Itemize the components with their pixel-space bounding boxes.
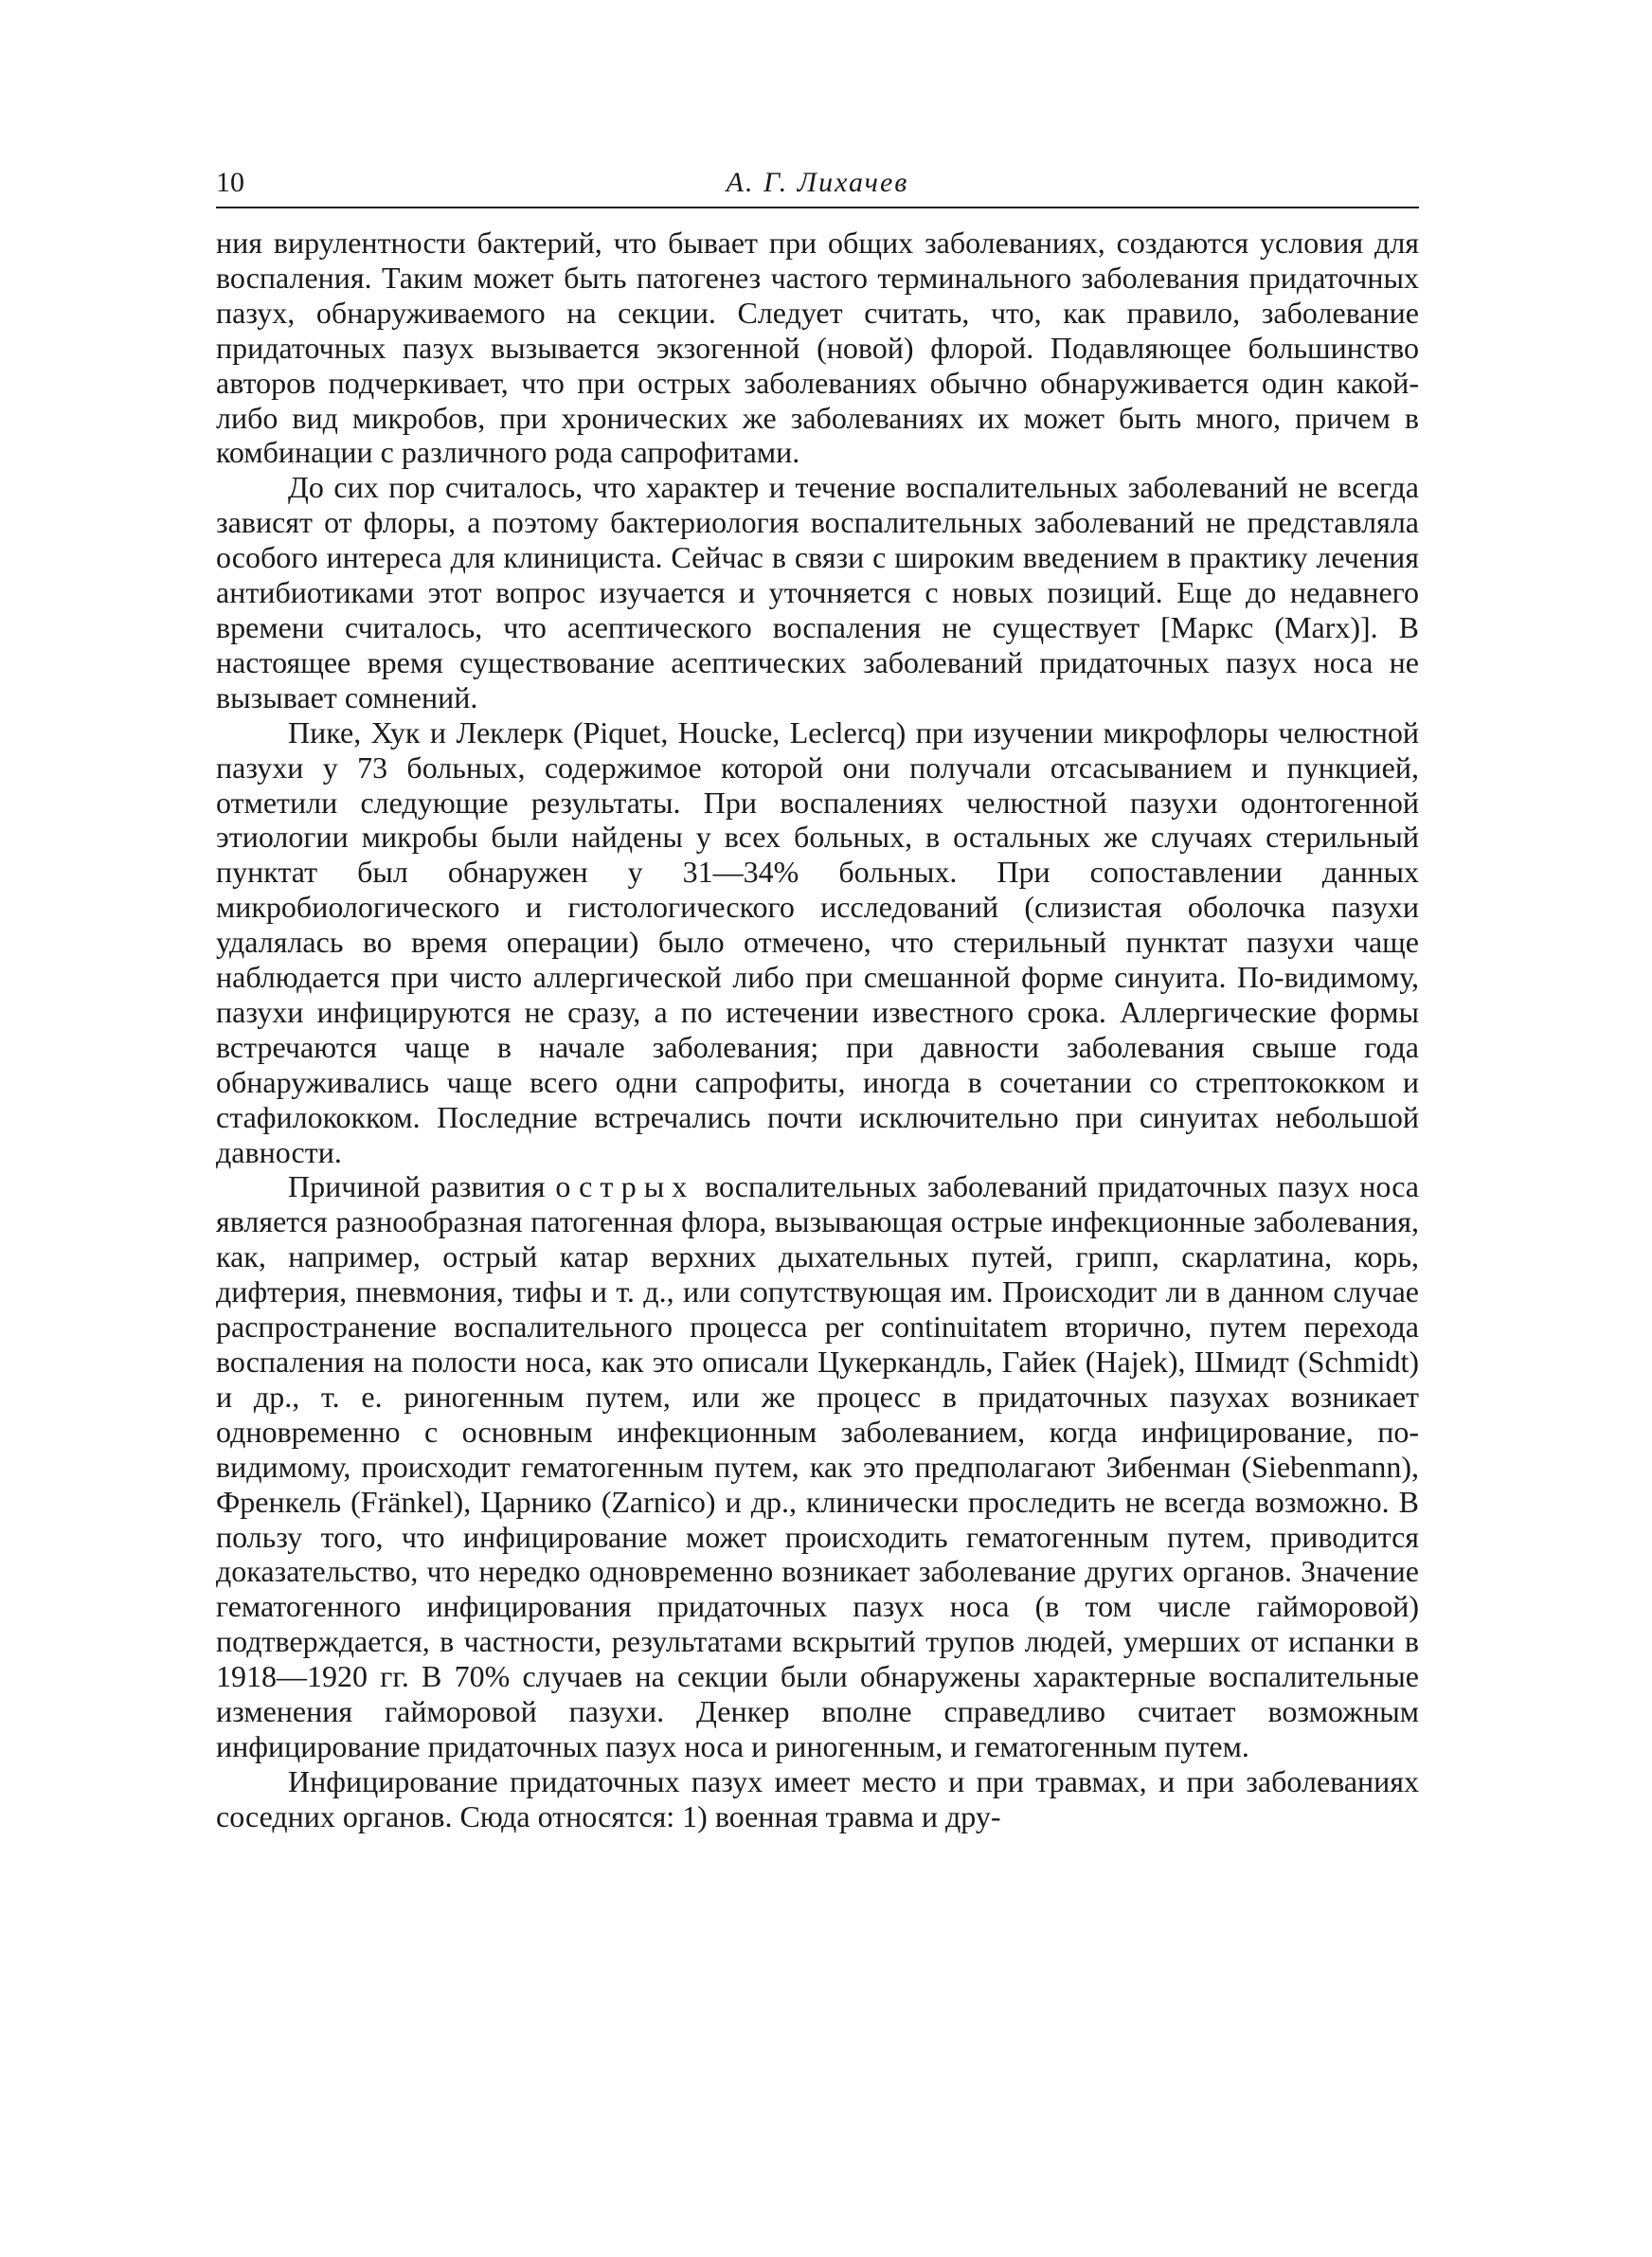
body-text [216,226,1419,1834]
paragraph-2: До сих пор считалось, что характер и течение воспалительных заболеваний не всегда зависят от флоры, а поэтому бактериология воспалительных заболеваний не представляла особого интереса для клинициста. Сейчас в связи с широким введением в практику лечения антибиотиками этот вопрос изучается и уточняется с новых позиций. Еще до недавнего времени считалось, что асептического воспаления не существует [Маркс (Marx)]. В настоящее время существование асептических заболеваний придаточных пазух носа не вызывает сомнений. [216,470,1419,714]
paragraph-1: ния вирулентности бактерий, что бывает при общих заболеваниях, создаются условия для воспаления. Таким может быть патогенез частого терминального заболевания придаточных пазух, обнаруживаемого на секции. Следует считать, что, как правило, заболевание придаточных пазух вызывается экзогенной (новой) флорой. Подавляющее большинство авторов подчеркивает, что при острых заболеваниях обычно обнаруживается один какой-либо вид микробов, при хронических же заболеваниях их может быть много, причем в комбинации с различного рода сапрофитами. [216,226,1419,470]
page-header [216,163,1419,208]
paragraph-4 [216,1169,1419,1763]
paragraph-4-rest: воспалительных заболеваний придаточных пазух носа является разнообразная патогенная флора, вызывающая острые инфекционные заболевания, как, например, острый катар верхних дыхательных путей, грипп, скарлатина, корь, дифтерия, пневмония, тифы и т. д., или сопутствующая им. Происходит ли в данном случае распространение воспалительного процесса per continuitatem вторично, путем перехода воспаления на полости носа, как это описали Цукеркандль, Гайек (Hajek), Шмидт (Schmidt) и др., т. е. риногенным путем, или же процесс в придаточных пазухах возникает одновременно с основным инфекционным заболеванием, когда инфицирование, по-видимому, происходит гематогенным путем, как это предполагают Зибенман (Siebenmann), Френкель (Fränkel), Царнико (Zarnico) и др., клинически проследить не всегда возможно. В пользу того, что инфицирование может происходить гематогенным путем, приводится доказательство, что нередко одновременно возникает заболевание других органов. Значение гематогенного инфицирования придаточных пазух носа (в том числе гайморовой) подтверждается, в частности, результатами вскрытий трупов людей, умерших от испанки в 1918—1920 гг. В 70% случаев на секции были обнаружены характерные воспалительные изменения гайморовой пазухи. Денкер вполне справедливо считает возможным инфицирование придаточных пазух носа и риногенным, и гематогенным путем. [216,1169,1420,1763]
paragraph-4-lead: Причиной развития [288,1169,556,1204]
emphasized-word: острых [555,1169,695,1204]
paragraph-5: Инфицирование придаточных пазух имеет место и при травмах, и при заболеваниях соседних органов. Сюда относятся: 1) военная травма и дру- [216,1763,1419,1833]
page-number: 10 [216,167,244,198]
document-page [216,163,1419,1834]
paragraph-3: Пике, Хук и Леклерк (Piquet, Houcke, Leclercq) при изучении микрофлоры челюстной пазухи у 73 больных, содержимое которой они получали отсасыванием и пункцией, отметили следующие результаты. При воспалениях челюстной пазухи одонтогенной этиологии микробы были найдены у всех больных, в остальных же случаях стерильный пунктат был обнаружен у 31—34% больных. При сопоставлении данных микробиологического и гистологического исследований (слизистая оболочка пазухи удалялась во время операции) было отмечено, что стерильный пунктат пазухи чаще наблюдается при чисто аллергической либо при смешанной форме синуита. По-видимому, пазухи инфицируются не сразу, а по истечении известного срока. Аллергические формы встречаются чаще в начале заболевания; при давности заболевания свыше года обнаруживались чаще всего одни сапрофиты, иногда в сочетании со стрептококком и стафилококком. Последние встречались почти исключительно при синуитах небольшой давности. [216,714,1419,1169]
running-title: А. Г. Лихачев [726,167,909,198]
